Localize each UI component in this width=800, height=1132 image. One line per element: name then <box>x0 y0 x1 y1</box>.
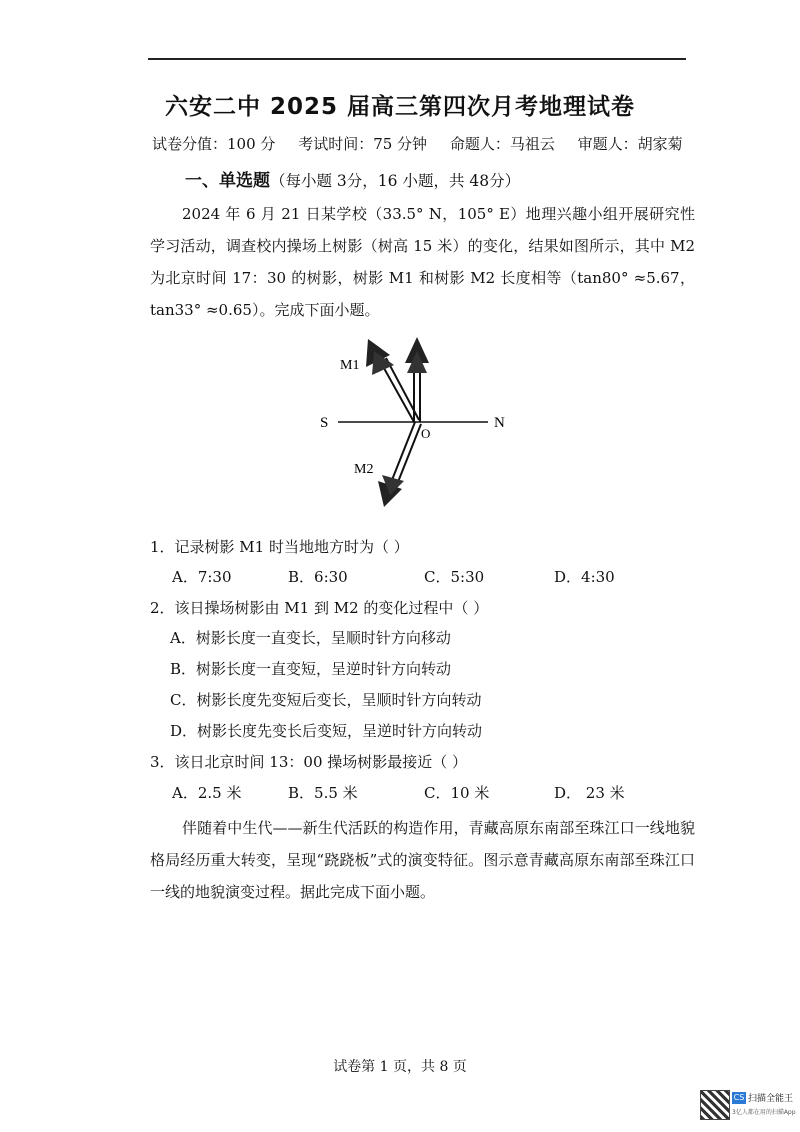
q2-option-a: A．树影长度一直变长，呈顺时针方向移动 <box>170 629 451 647</box>
label-n: N <box>494 415 505 431</box>
label-s: S <box>320 415 329 431</box>
exam-meta <box>152 133 701 154</box>
section-note: （每小题 3分，16 小题，共 48分） <box>270 172 521 190</box>
q1-option-c: C．5:30 <box>424 568 485 586</box>
q3-option-c: C．10 米 <box>424 784 490 802</box>
q2-option-c: C．树影长度先变短后变长，呈顺时针方向转动 <box>170 691 482 709</box>
scanner-name: 扫描全能王 <box>748 1094 794 1104</box>
section-title: 一、单选题 <box>185 171 270 191</box>
top-rule <box>148 58 686 60</box>
scanner-logo-icon: CS <box>733 1093 745 1102</box>
exam-title: 六安二中 2025 届高三第四次月考地理试卷 <box>164 94 636 120</box>
shadow-vertical <box>405 337 429 422</box>
tree-shadow-diagram <box>310 325 530 515</box>
label-m2: M2 <box>354 462 374 477</box>
shadow-m2 <box>378 422 421 507</box>
q3-option-d: D． 23 米 <box>554 784 625 802</box>
q1-option-a: A．7:30 <box>172 568 232 586</box>
qr-code-icon <box>700 1090 730 1120</box>
q3-option-b: B．5.5 米 <box>288 784 358 802</box>
q3-option-a: A．2.5 米 <box>172 784 242 802</box>
question-1-stem: 1．记录树影 M1 时当地地方时为（ ） <box>150 538 409 556</box>
section-heading <box>185 166 520 191</box>
question-3-stem: 3．该日北京时间 13：00 操场树影最接近（ ） <box>150 753 468 771</box>
q1-option-d: D．4:30 <box>554 568 615 586</box>
q1-option-b: B．6:30 <box>288 568 348 586</box>
scanner-tagline: 3亿人都在用的扫描App <box>732 1109 796 1116</box>
question-2-stem: 2．该日操场树影由 M1 到 M2 的变化过程中（ ） <box>150 599 489 617</box>
passage-1: 2024 年 6 月 21 日某学校（33.5° N，105° E）地理兴趣小组开展研究性学习活动，调查校内操场上树影（树高 15 米）的变化，结果如图所示，其中 M2 为北京时间 17：30 的树影，树影 M1 和树影 M2 长度相等（tan80° ≈5.67，tan33° ≈0.65）。完成下面小题。 <box>150 205 695 319</box>
q2-option-d: D．树影长度先变长后变短，呈逆时针方向转动 <box>170 722 483 740</box>
passage-2: 伴随着中生代——新生代活跃的构造作用，青藏高原东南部至珠江口一线地貌格局经历重大转变，呈现“跷跷板”式的演变特征。图示意青藏高原东南部至珠江口一线的地貌演变过程。据此完成下面小题。 <box>150 819 695 901</box>
q2-option-b: B．树影长度一直变短，呈逆时针方向转动 <box>170 660 452 678</box>
label-m1: M1 <box>340 358 360 373</box>
meta-author: 命题人：马祖云 <box>449 135 555 153</box>
meta-reviewer: 审题人：胡家菊 <box>577 135 683 153</box>
scanner-watermark <box>700 1090 796 1124</box>
label-o: O <box>421 426 431 441</box>
page-footer: 试卷第 1 页，共 8 页 <box>333 1059 467 1075</box>
meta-time: 考试时间：75 分钟 <box>298 135 428 153</box>
meta-score: 试卷分值：100 分 <box>152 135 276 153</box>
